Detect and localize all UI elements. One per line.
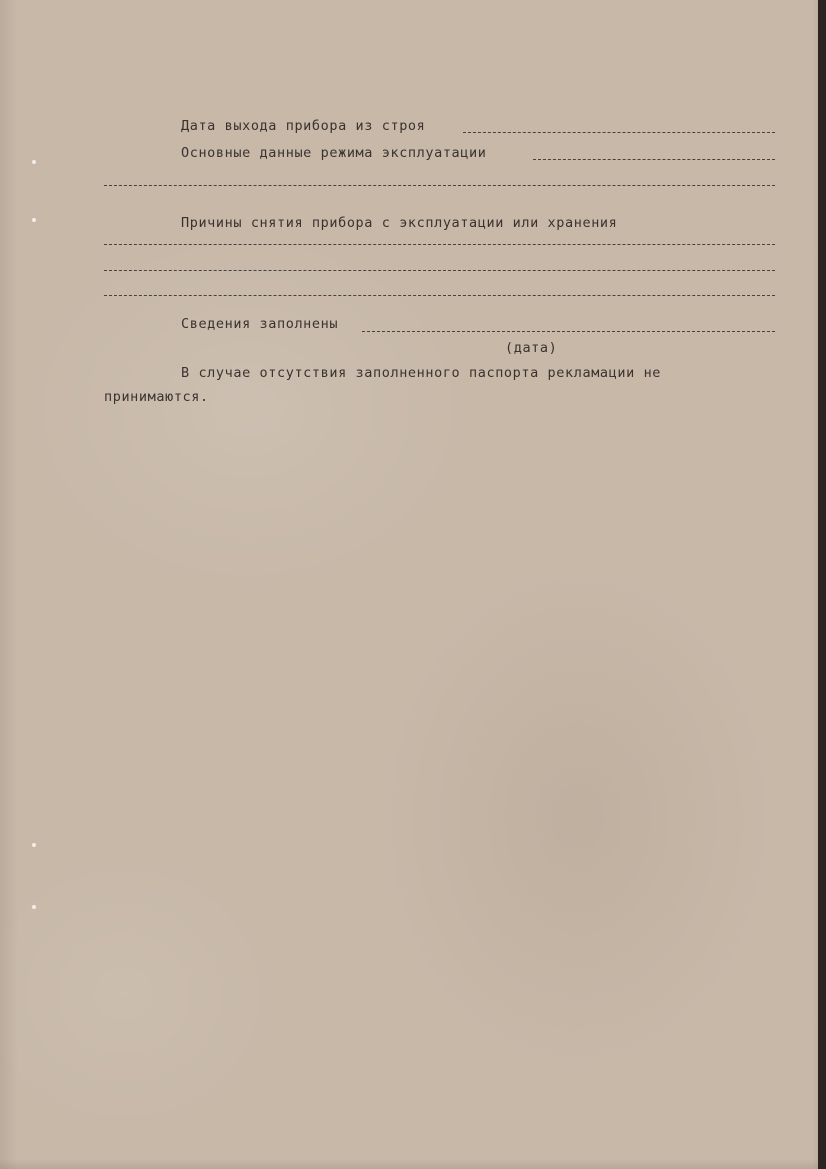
filled-date-field[interactable] (362, 331, 775, 332)
binding-hole (32, 905, 36, 909)
binding-hole (32, 843, 36, 847)
notice-line-1: В случае отсутствия заполненного паспорта рекламации не (181, 365, 662, 381)
removal-reasons-label: Причины снятия прибора с эксплуатации или хранения (181, 215, 618, 231)
binding-hole (32, 218, 36, 222)
operation-data-label: Основные данные режима эксплуатации (181, 145, 487, 161)
operation-data-field-continued[interactable] (104, 185, 775, 186)
removal-reasons-field-3[interactable] (104, 295, 775, 296)
removal-reasons-field-2[interactable] (104, 270, 775, 271)
binding-hole (32, 160, 36, 164)
date-failure-field[interactable] (463, 132, 775, 133)
date-failure-label: Дата выхода прибора из строя (181, 118, 426, 134)
date-caption: (дата) (505, 340, 558, 356)
removal-reasons-field-1[interactable] (104, 244, 775, 245)
operation-data-field[interactable] (533, 159, 775, 160)
notice-line-2: принимаются. (104, 389, 209, 405)
filled-label: Сведения заполнены (181, 316, 339, 332)
